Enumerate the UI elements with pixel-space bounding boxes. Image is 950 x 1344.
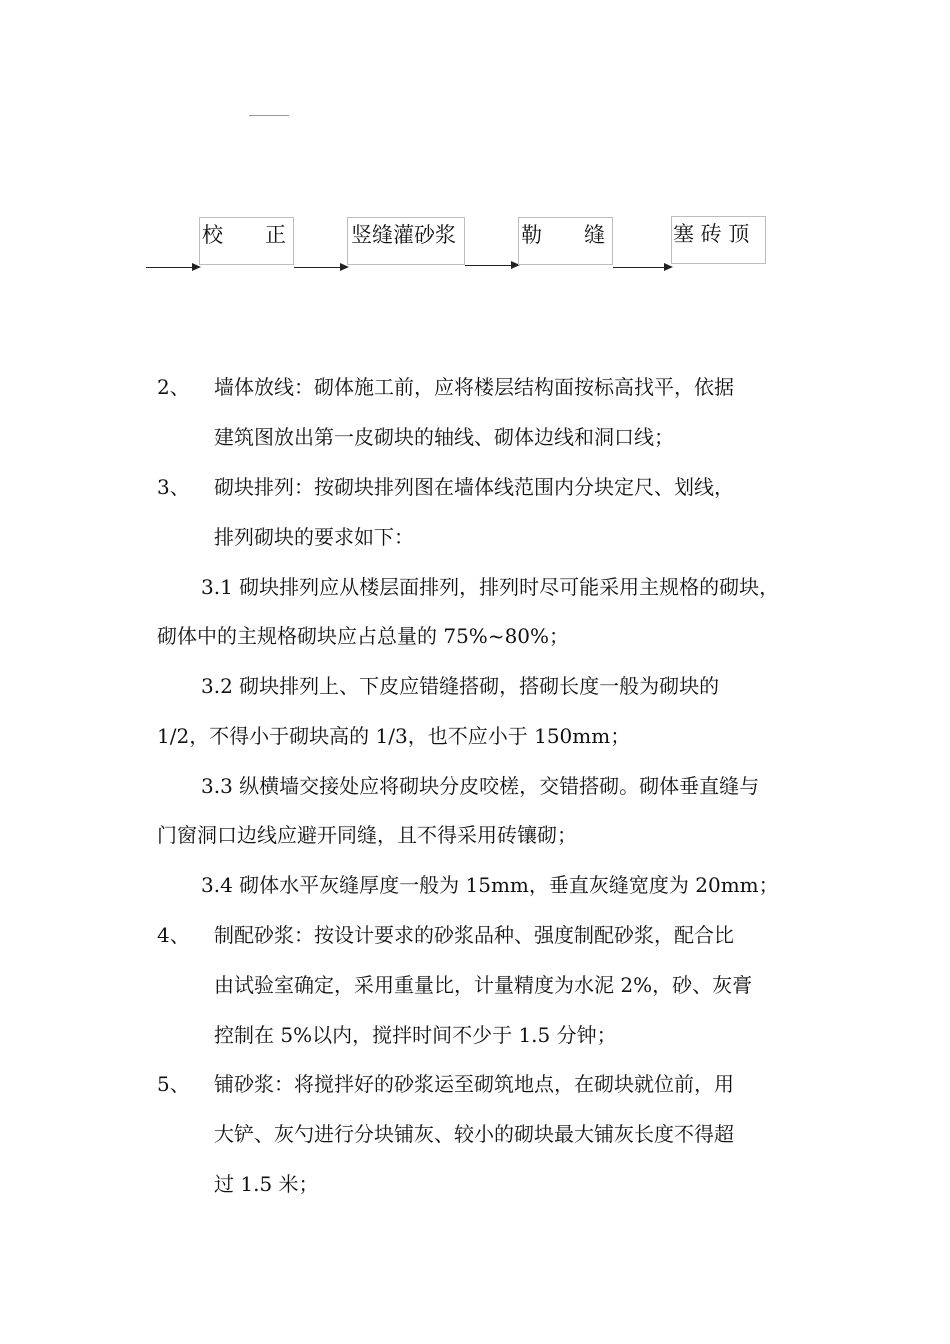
sub-3-3-line-2: 门窗洞口边线应避开同缝，且不得采用砖镶砌； [157, 823, 577, 847]
item-5-line-1: 铺砂浆：将搅拌好的砂浆运至砌筑地点，在砌块就位前，用 [214, 1072, 734, 1096]
flow-step-1-label: 校 正 [202, 223, 286, 247]
flow-step-4 [671, 216, 766, 264]
sub-3-4-line-1: 3.4 砌体水平灰缝厚度一般为 15mm，垂直灰缝宽度为 20mm； [201, 873, 779, 897]
item-5-line-2: 大铲、灰勺进行分块铺灰、较小的砌块最大铺灰长度不得超 [214, 1122, 734, 1146]
process-flow-diagram [0, 0, 950, 320]
flow-arrow-4 [613, 267, 671, 268]
flow-step-4-label: 塞 砖 顶 [673, 222, 750, 246]
sub-3-1-line-1: 3.1 砌块排列应从楼层面排列，排列时尽可能采用主规格的砌块， [201, 575, 780, 599]
sub-3-1-line-2: 砌体中的主规格砌块应占总量的 75%~80%； [157, 624, 570, 648]
flow-step-1 [199, 217, 294, 265]
item-4-line-1: 制配砂浆：按设计要求的砂浆品种、强度制配砂浆，配合比 [214, 923, 734, 947]
item-4-number: 4、 [157, 923, 190, 947]
item-4-line-3: 控制在 5%以内，搅拌时间不少于 1.5 分钟； [214, 1023, 617, 1047]
item-3-line-1: 砌块排列：按砌块排列图在墙体线范围内分块定尺、划线， [214, 475, 734, 499]
flow-arrow-2 [294, 267, 347, 268]
item-2-line-2: 建筑图放出第一皮砌块的轴线、砌体边线和洞口线； [214, 425, 674, 449]
sub-3-3-line-1: 3.3 纵横墙交接处应将砌块分皮咬槎，交错搭砌。砌体垂直缝与 [201, 774, 760, 798]
flow-arrow-3 [465, 265, 518, 266]
item-2-line-1: 墙体放线：砌体施工前，应将楼层结构面按标高找平，依据 [214, 375, 734, 399]
item-2-number: 2、 [157, 375, 190, 399]
item-4-line-2: 由试验室确定，采用重量比，计量精度为水泥 2%，砂、灰膏 [214, 973, 753, 997]
flow-step-3 [518, 217, 613, 265]
item-5-line-3: 过 1.5 米； [214, 1172, 319, 1196]
item-3-line-2: 排列砌块的要求如下： [214, 525, 414, 549]
item-5-number: 5、 [157, 1072, 190, 1096]
flow-step-2 [347, 217, 465, 265]
item-3-number: 3、 [157, 475, 190, 499]
sub-3-2-line-2: 1/2，不得小于砌块高的 1/3，也不应小于 150mm； [157, 724, 631, 748]
sub-3-2-line-1: 3.2 砌块排列上、下皮应错缝搭砌，搭砌长度一般为砌块的 [201, 674, 720, 698]
flow-step-3-label: 勒 缝 [521, 223, 605, 247]
flow-arrow-1 [146, 267, 199, 268]
flow-step-2-label: 竖缝灌砂浆 [351, 223, 456, 247]
